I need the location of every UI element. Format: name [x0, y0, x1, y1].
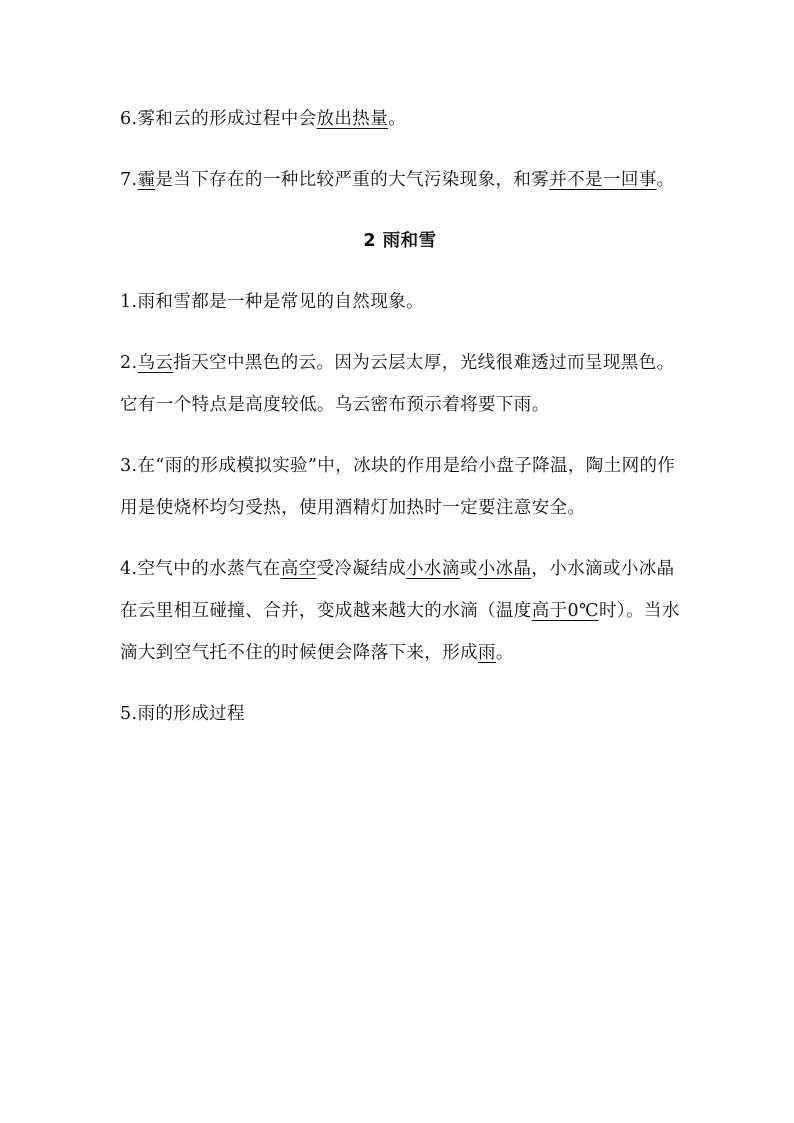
item-text: 雨的形成过程 [137, 704, 245, 724]
answer-underlined: 雨 [478, 643, 496, 663]
item-text: 是当下存在的一种比较严重的大气污染现象，和雾 [155, 170, 550, 190]
item-number: 6. [120, 109, 138, 129]
item-number: 1. [120, 292, 138, 312]
answer-underlined: 小冰晶 [477, 559, 532, 579]
item-number: 4. [120, 559, 138, 579]
item-number: 7. [120, 170, 138, 190]
answer-underlined: 放出热量 [316, 109, 389, 129]
item-text: 。 [388, 109, 407, 129]
item-text: 。 [656, 170, 675, 190]
item-6 [120, 98, 680, 140]
item-text: 指天空中黑色的云。因为云层太厚，光线很难透过而呈现黑色。它有一个特点是高度较低。乌云密布预示着将要下雨。 [120, 353, 675, 415]
item-text: ，小水滴或小冰晶在云里相互碰撞、合并，变成越来越大的水滴（温度 [120, 559, 675, 621]
item-number: 3. [120, 456, 138, 476]
answer-underlined: 乌云 [137, 353, 174, 373]
answer-underlined: 高空 [280, 559, 317, 579]
item-5 [120, 693, 680, 735]
item-text: 。 [495, 643, 514, 663]
item-text: 或 [459, 559, 478, 579]
item-4 [120, 548, 680, 674]
answer-underlined: 并不是一回事 [549, 170, 657, 190]
item-text: 受冷凝结成 [316, 559, 407, 579]
answer-underlined: 高于0℃ [531, 601, 600, 621]
item-3 [120, 445, 680, 529]
item-number: 5. [120, 704, 138, 724]
document-page [120, 98, 680, 754]
item-text: 雨和雪都是一种是常见的自然现象。 [137, 292, 424, 312]
item-number: 2. [120, 353, 138, 373]
item-text: 空气中的水蒸气在 [137, 559, 281, 579]
item-text: 在“雨的形成模拟实验”中，冰块的作用是给小盘子降温，陶土网的作用是使烧杯均匀受热，使用酒精灯加热时一定要注意安全。 [120, 456, 676, 518]
item-text: 时）。当水滴大到空气托不住的时候便会降落下来，形成 [120, 601, 680, 663]
item-2 [120, 342, 680, 426]
answer-underlined: 霾 [137, 170, 156, 190]
item-text: 雾和云的形成过程中会 [137, 109, 317, 129]
item-7 [120, 159, 680, 201]
answer-underlined: 小水滴 [406, 559, 460, 579]
item-1 [120, 281, 680, 323]
section-heading: 2 雨和雪 [363, 231, 437, 251]
